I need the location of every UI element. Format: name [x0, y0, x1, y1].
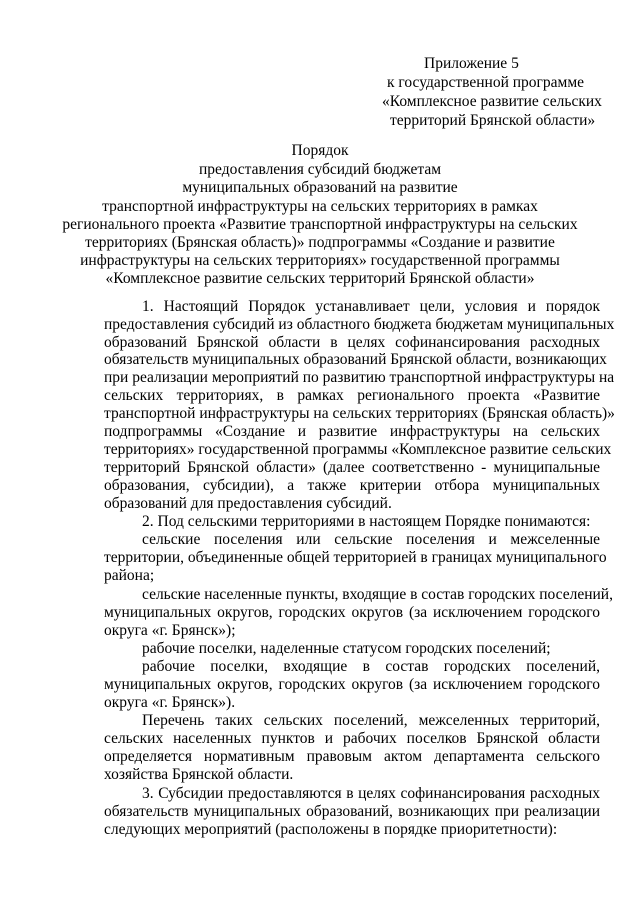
appendix-line: территорий Брянской области»: [390, 112, 596, 129]
body-line: определяется нормативным правовым актом департамента сельского: [104, 748, 600, 765]
body-line: обязательств муниципальных образований, возникающих при реализации: [104, 803, 600, 820]
body-line: округа «г. Брянск»);: [104, 622, 236, 639]
body-line: округа «г. Брянск»).: [104, 694, 236, 711]
body-line: района;: [104, 567, 155, 584]
body-line: транспортной инфраструктуры на сельских территориях (Брянская область)»: [104, 405, 615, 422]
appendix-line: Приложение 5: [424, 55, 519, 72]
body-line: хозяйства Брянской области.: [104, 766, 294, 783]
body-line: 1. Настоящий Порядок устанавливает цели, условия и порядок: [142, 298, 600, 315]
title-line: регионального проекта «Развитие транспортной инфраструктуры на сельских: [62, 216, 578, 233]
body-line: территории, объединенные общей территорией в границах муниципального: [104, 549, 607, 566]
title-line: предоставления субсидий бюджетам: [198, 161, 442, 178]
body-line: сельских населенных пунктов и рабочих поселков Брянской области: [104, 730, 600, 747]
body-line: рабочие поселки, входящие в состав городских поселений,: [142, 658, 600, 675]
body-line: обязательств муниципальных образований Брянской области, возникающих: [104, 351, 607, 368]
body-line: 2. Под сельскими территориями в настоящем Порядке понимаются:: [142, 513, 591, 530]
body-line: сельские населенные пункты, входящие в состав городских поселений,: [142, 586, 613, 603]
body-line: сельских территориях, в рамках регионального проекта «Развитие: [104, 387, 600, 404]
body-line: муниципальных округов, городских округов (за исключением городского: [104, 676, 600, 693]
body-line: образований Брянской области в целях софинансирования расходных: [104, 334, 600, 351]
body-line: муниципальных округов, городских округов (за исключением городского: [104, 604, 600, 621]
body-line: при реализации мероприятий по развитию транспортной инфраструктуры на: [104, 369, 615, 386]
title-line: территориях (Брянская область)» подпрограммы «Создание и развитие: [85, 234, 555, 251]
appendix-line: к государственной программе: [387, 74, 585, 91]
body-line: образований для предоставления субсидий.: [104, 495, 392, 512]
title-line: муниципальных образований на развитие: [182, 179, 458, 196]
body-line: сельские поселения или сельские поселения и межселенные: [142, 531, 600, 548]
title-line: «Комплексное развитие сельских территорий Брянской области»: [105, 270, 535, 287]
body-line: следующих мероприятий (расположены в порядке приоритетности):: [104, 821, 558, 838]
body-line: Перечень таких сельских поселений, межселенных территорий,: [142, 712, 600, 729]
body-line: территориях» государственной программы «Комплексное развитие сельских: [104, 441, 612, 458]
body-line: 3. Субсидии предоставляются в целях софинансирования расходных: [142, 785, 600, 802]
appendix-line: «Комплексное развитие сельских: [382, 93, 602, 110]
body-line: рабочие поселки, наделенные статусом городских поселений;: [142, 640, 551, 657]
body-line: образования, субсидии), а также критерии отбора муниципальных: [104, 477, 600, 494]
body-line: предоставления субсидий из областного бюджета бюджетам муниципальных: [104, 316, 615, 333]
body-line: территорий Брянской области» (далее соответственно - муниципальные: [104, 459, 600, 476]
body-line: подпрограммы «Создание и развитие инфраструктуры на сельских: [104, 423, 600, 440]
title-line: инфраструктуры на сельских территориях» государственной программы: [80, 252, 560, 269]
title-line: транспортной инфраструктуры на сельских территориях в рамках: [102, 198, 538, 215]
title-heading: Порядок: [291, 142, 349, 159]
